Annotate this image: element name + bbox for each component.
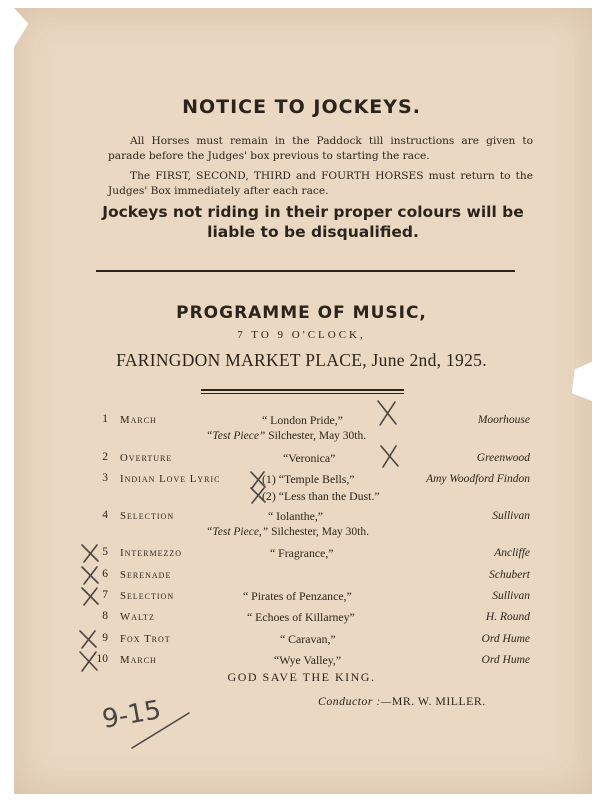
pencil-cross-mark <box>82 567 98 584</box>
pencil-cross-mark <box>251 488 265 503</box>
item-piece: “ Caravan,” <box>280 632 336 646</box>
item-composer: Ancliffe <box>494 547 530 559</box>
item-category: Fox Trot <box>120 633 171 645</box>
handwritten-note: 9-15 <box>100 695 164 735</box>
item-composer: Sullivan <box>492 510 530 522</box>
item-piece: “ London Pride,” <box>262 413 343 427</box>
pencil-cross-mark <box>82 588 98 605</box>
item-category: Selection <box>120 510 175 522</box>
item-piece: “ Pirates of Penzance,” <box>243 589 352 603</box>
item-category: Intermezzo <box>120 547 183 559</box>
item-category: March <box>120 414 157 426</box>
programme-title: PROGRAMME OF MUSIC, <box>176 303 427 323</box>
item-category: Indian Love Lyric <box>120 473 221 485</box>
item-number: 3 <box>102 472 108 484</box>
programme-place-date: FARINGDON MARKET PLACE, June 2nd, 1925. <box>116 350 487 370</box>
item-number: 9 <box>102 632 108 644</box>
item-composer: H. Round <box>485 611 530 623</box>
test-piece-label: “Test Piece” <box>206 430 266 442</box>
pencil-cross-mark <box>80 631 96 648</box>
item-piece: (1) “Temple Bells,” <box>262 472 355 486</box>
item-number: 2 <box>102 451 108 463</box>
test-piece-place: Silchester, May 30th. <box>268 430 367 442</box>
item-number: 6 <box>102 568 108 580</box>
test-piece-place: Silchester, May 30th. <box>271 526 369 538</box>
item-category: March <box>120 654 157 666</box>
pencil-cross-mark <box>381 446 398 467</box>
warning-line-1: Jockeys not riding in their proper colours will be <box>102 203 524 221</box>
item-number: 4 <box>102 509 108 521</box>
pencil-cross-mark <box>378 401 396 425</box>
notice-paragraph-judges-box: The FIRST, SECOND, THIRD and FOURTH HORSES must return to the Judges' Box immediately after each race. <box>108 170 533 197</box>
item-category: Selection <box>120 590 175 602</box>
notice-title: NOTICE TO JOCKEYS. <box>182 96 421 118</box>
item-category: Waltz <box>120 611 155 623</box>
anthem-line: GOD SAVE THE KING. <box>227 670 376 684</box>
item-composer: Amy Woodford Findon <box>426 473 530 485</box>
item-composer: Ord Hume <box>481 654 530 666</box>
item-composer: Moorhouse <box>477 414 530 426</box>
item-category: Overture <box>120 452 173 464</box>
conductor-name: MR. W. MILLER. <box>391 694 486 708</box>
pencil-cross-mark <box>80 652 97 671</box>
item-number: 7 <box>102 589 108 601</box>
warning-line-2: liable to be disqualified. <box>207 223 419 241</box>
item-piece: “ Fragrance,” <box>270 546 334 560</box>
item-number: 5 <box>102 546 108 558</box>
item-number: 1 <box>102 413 108 425</box>
item-piece: “Wye Valley,” <box>274 653 342 667</box>
item-category: Serenade <box>120 569 172 581</box>
programme-time: 7 TO 9 O'CLOCK, <box>237 329 366 341</box>
pencil-cross-mark <box>82 545 98 562</box>
item-piece: “ Iolanthe,” <box>268 509 324 523</box>
item-piece: “Veronica” <box>283 451 336 465</box>
item-number: 10 <box>96 653 108 665</box>
item-composer: Sullivan <box>492 590 530 602</box>
item-composer: Greenwood <box>476 452 530 464</box>
item-composer: Ord Hume <box>481 633 530 645</box>
item-number: 8 <box>102 610 108 622</box>
conductor-label: Conductor :— <box>318 694 392 708</box>
item-piece-second: (2) “Less than the Dust.” <box>262 489 380 503</box>
pencil-cross-mark <box>251 472 265 488</box>
item-composer: Schubert <box>489 569 530 581</box>
notice-paragraph-paddock: All Horses must remain in the Paddock till instructions are given to parade before the Judges' box previous to starting the race. <box>108 135 533 162</box>
item-piece: “ Echoes of Killarney” <box>247 610 355 624</box>
test-piece-label: “Test Piece,” <box>206 526 269 538</box>
